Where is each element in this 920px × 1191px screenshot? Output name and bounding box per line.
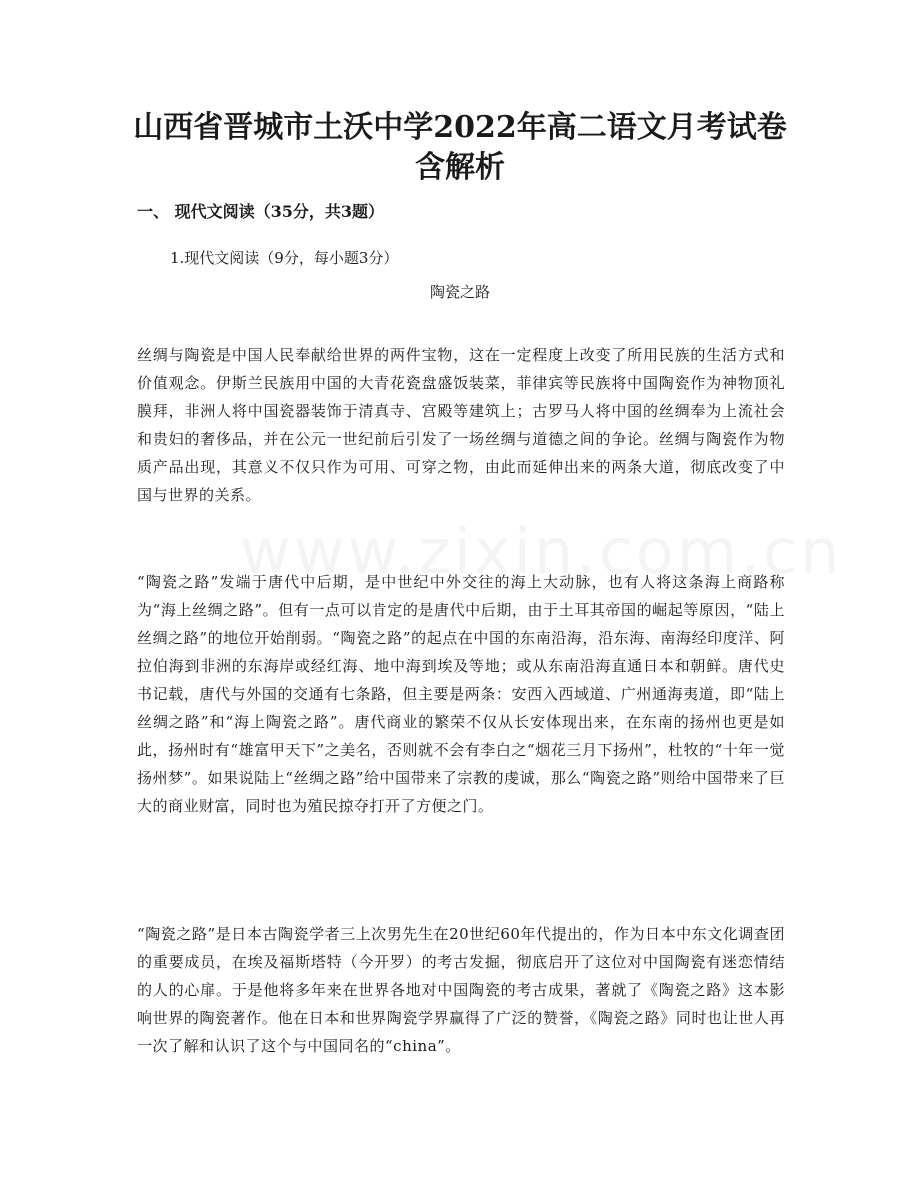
article-paragraph-3: “陶瓷之路”是日本古陶瓷学者三上次男先生在20世纪60年代提出的，作为日本中东文化调查团的重要成员，在埃及福斯塔特（今开罗）的考古发掘，彻底启开了这位对中国陶瓷有迷恋情结的人的心扉。于是他将多年来在世界各地对中国陶瓷的考古成果，著就了《陶瓷之路》这本影响世界的陶瓷著作。他在日本和世界陶瓷学界赢得了广泛的赞誉，《陶瓷之路》同时也让世人再一次了解和认识了这个与中国同名的“china”。 (137, 925, 785, 1055)
article-title: 陶瓷之路 (429, 283, 490, 301)
section-heading: 一、 现代文阅读（35分，共3题） (137, 202, 384, 221)
document-title: 山西省晋城市土沃中学2022年高二语文月考试卷含解析 (133, 110, 787, 185)
article-paragraph-2: “陶瓷之路”发端于唐代中后期，是中世纪中外交往的海上大动脉，也有人将这条海上商路称为“海上丝绸之路”。但有一点可以肯定的是唐代中后期，由于土耳其帝国的崛起等原因，“陆上丝绸之路”的地位开始削弱。“陶瓷之路”的起点在中国的东南沿海，沿东海、南海经印度洋、阿拉伯海到非洲的东海岸或经红海、地中海到埃及等地；或从东南沿海直通日本和朝鲜。唐代史书记载，唐代与外国的交通有七条路，但主要是两条：安西入西域道、广州通海夷道，即“陆上丝绸之路”和“海上陶瓷之路”。唐代商业的繁荣不仅从长安体现出来，在东南的扬州也更是如此，扬州时有“雄富甲天下”之美名，否则就不会有李白之“烟花三月下扬州”，杜牧的“十年一觉扬州梦”。如果说陆上“丝绸之路”给中国带来了宗教的虔诚，那么“陶瓷之路”则给中国带来了巨大的商业财富，同时也为殖民掠夺打开了方便之门。 (137, 573, 785, 815)
question-label: 1.现代文阅读（9分，每小题3分） (170, 249, 399, 267)
article-paragraph-1: 丝绸与陶瓷是中国人民奉献给世界的两件宝物，这在一定程度上改变了所用民族的生活方式和价值观念。伊斯兰民族用中国的大青花瓷盘盛饭装菜，菲律宾等民族将中国陶瓷作为神物顶礼膜拜，非洲人将中国瓷器装饰于清真寺、宫殿等建筑上；古罗马人将中国的丝绸奉为上流社会和贵妇的奢侈品，并在公元一世纪前后引发了一场丝绸与道德之间的争论。丝绸与陶瓷作为物质产品出现，其意义不仅只作为可用、可穿之物，由此而延伸出来的两条大道，彻底改变了中国与世界的关系。 (137, 346, 785, 504)
